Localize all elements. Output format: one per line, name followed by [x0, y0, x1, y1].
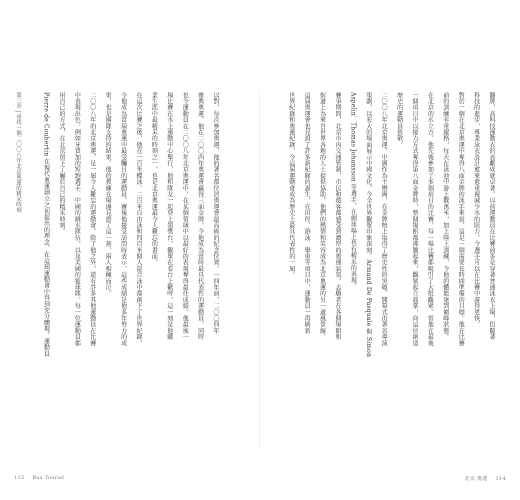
paragraph: 對於一個在北京奧運中奪得八面金牌的泳手來說，這是一個需要長時間準備的目標。他在比賽 — [457, 92, 465, 347]
paragraph: 策劃，以宏大的場面展示中國文化，令全世界觀眾印象深刻。Armand De Pasquale 與 Simon — [364, 92, 372, 358]
right-folio — [465, 475, 506, 482]
paragraph: 果，也是團隊支持的結果。他的教練在場邊見證了這一刻，兩人相擁而泣。 — [104, 92, 112, 297]
paragraph: 也令運動員在二〇〇八年北京奧運中，在某個領域中以最好的表現奪得最佳成績。他最後一 — [181, 92, 189, 340]
paragraph: 前的訓練非常嚴格，每天在泳池中游上數萬米，加上陸上訓練，令他的體能達到巔峰狀態。 — [441, 92, 449, 340]
paragraph: 業生涯中最精采的時刻之一，也是北京奧運最令人難忘的畫面。 — [150, 92, 158, 266]
paragraph: 二〇〇八年的北京奧運，是一屆令人難忘的運動會。除了他之外，還有許多其他運動員在比賽 — [88, 92, 96, 347]
paragraph: 一個項目中以接力方式奪得第八面金牌時，整個場館都沸騰起來，觀眾起立鼓掌，向這位創造 — [410, 92, 418, 347]
left-body-text — [38, 92, 220, 412]
folio-title: 北京·奧運 — [464, 476, 488, 482]
paragraph: 場比賽在水上運動中心舉行，他和隊友一起登上領獎台，觀眾在看台上歡呼，這一刻是他職 — [165, 92, 173, 340]
paragraph: 科技的進步，專業泳衣設計愈來愈重視減少水的阻力，令選手可以在比賽中游得更快。 — [472, 92, 480, 328]
right-page — [260, 0, 520, 500]
paragraph: 世界紀錄和奧運紀錄，令這屆運動會成為歷史上最具代表性的一屆。 — [287, 92, 295, 278]
right-body-text — [284, 92, 496, 412]
paragraph: 中表現出色，例如牙買加的短跑選手、中國的跳水隊伍，以及美國的籃球隊。每一位運動員都 — [73, 92, 81, 347]
paragraph: 賽事期間，北京市內交通管制，市民和遊客都感受到濃厚的奧運氣氛。志願者在各個場館和 — [333, 92, 341, 340]
paragraph: 在北京的水立方，他先後參加了多個項目的比賽，每一場比賽都吸引了大批觀眾。當他在最後 — [426, 92, 434, 347]
left-folio — [14, 475, 64, 481]
paragraph: 以對，每次參加奧運，他的著名都位居奧運會最高級的紀念位置。一四年前，二〇〇四年 — [212, 92, 219, 334]
paragraph: 二〇〇八年北京奧運，中國作為主辦國，在金牌榜上取得了歷史性的突破。開幕式由著名導演 — [380, 92, 388, 347]
page-number: 115 — [14, 475, 25, 481]
paragraph: Aspelin、Thomas Johansson 等選手，在網球場上也有精采的表現。 — [349, 92, 357, 290]
paragraph: 這屆奧運會也見證了許多新紀錄的誕生，在田徑、游泳、舉重等項目中，運動員一再刷新 — [303, 92, 311, 334]
paragraph: 翻牌，高科技運動衣的貢獻成就卓著。以前運動員在比賽前多是穿著普通泳衣上場，但隨著 — [488, 92, 495, 340]
paragraph: 在這次比賽之後，他在一百米蝶泳、二百米自由泳和四百米個人混合泳中都創下了世界紀錄， — [134, 92, 142, 347]
paragraph: 令他成為當屆奧運中最受矚目的運動員。賽後他接受訪問時表示，這些成績是他多年努力的成 — [119, 92, 127, 347]
page-number: 114 — [495, 476, 506, 482]
paragraph: Pierre de Coubertin 在現代奧運創立之初提出的理念，在這屆運動會中得到充分體現。運動員 — [42, 92, 50, 357]
paragraph: 雅典奧運，他在二〇〇四年奧運會贏得三面金牌，令他成為當時最具代表性的運動員，同時 — [196, 92, 204, 340]
paragraph: 街道上為來自世界各地的人士提供協助，他們的熱情和笑容成為北京奧運的另一道風景線。 — [318, 92, 326, 340]
paragraph: 歷史的運動員致敬。 — [395, 92, 403, 148]
folio-title: Bus Tourist — [32, 475, 65, 481]
paragraph: 用自己的方式，在北京留下了屬於自己的精采時刻。 — [57, 92, 65, 235]
running-head: 第三章 | 尋找一個二〇〇八年北京奧運的精采時刻 — [15, 92, 21, 213]
